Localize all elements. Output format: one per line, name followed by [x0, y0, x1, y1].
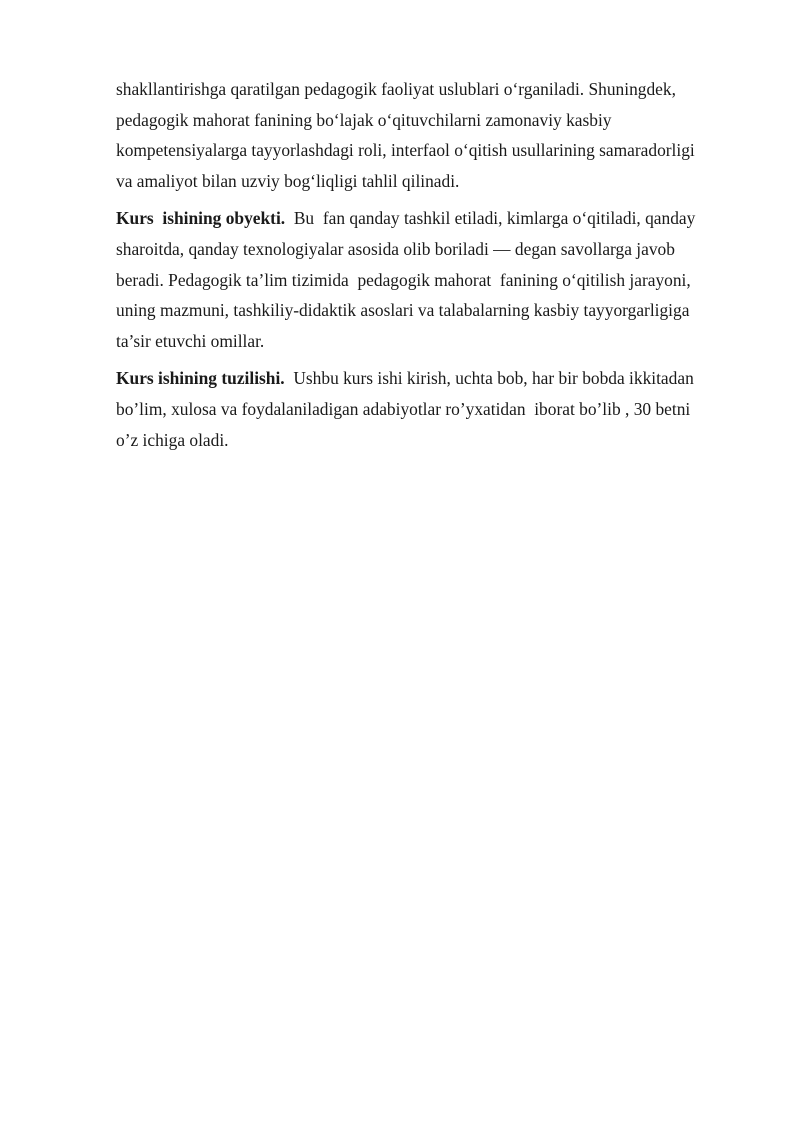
paragraph-line: bo’lim, xulosa va foydalaniladigan adabiyotlar ro’yxatidan iborat bo’lib , 30 betni	[116, 398, 691, 419]
paragraph-intro	[116, 74, 748, 196]
paragraph-line: uning mazmuni, tashkiliy-didaktik asoslari va talabalarning kasbiy tayyorgarligiga	[116, 300, 690, 321]
paragraph-line: kompetensiyalarga tayyorlashdagi roli, interfaol o‘qitish usullarining samaradorligi	[116, 140, 695, 161]
paragraph-line: o’z ichiga oladi.	[116, 429, 229, 450]
paragraph-line: va amaliyot bilan uzviy bog‘liqligi tahlil qilinadi.	[116, 170, 460, 191]
paragraph-object	[116, 203, 748, 356]
paragraph-text: Bu fan qanday tashkil etiladi, kimlarga o‘qitiladi, qanday	[285, 208, 696, 229]
paragraph-text: Ushbu kurs ishi kirish, uchta bob, har bir bobda ikkitadan	[284, 368, 694, 389]
document-body	[116, 74, 748, 462]
paragraph-line: shakllantirishga qaratilgan pedagogik faoliyat uslublari o‘rganiladi. Shuningdek,	[116, 79, 676, 99]
paragraph-line	[116, 203, 748, 234]
section-heading-object: Kurs ishining obyekti.	[116, 208, 286, 229]
section-heading-structure: Kurs ishining tuzilishi.	[116, 368, 285, 389]
paragraph-line	[116, 363, 748, 394]
paragraph-structure	[116, 363, 748, 455]
paragraph-line: sharoitda, qanday texnologiyalar asosida olib boriladi — degan savollarga javob	[116, 238, 675, 259]
paragraph-line: ta’sir etuvchi omillar.	[116, 330, 265, 351]
paragraph-line: pedagogik mahorat fanining bo‘lajak o‘qituvchilarni zamonaviy kasbiy	[116, 109, 612, 130]
paragraph-line: beradi. Pedagogik ta’lim tizimida pedagogik mahorat fanining o‘qitilish jarayoni,	[116, 269, 691, 290]
